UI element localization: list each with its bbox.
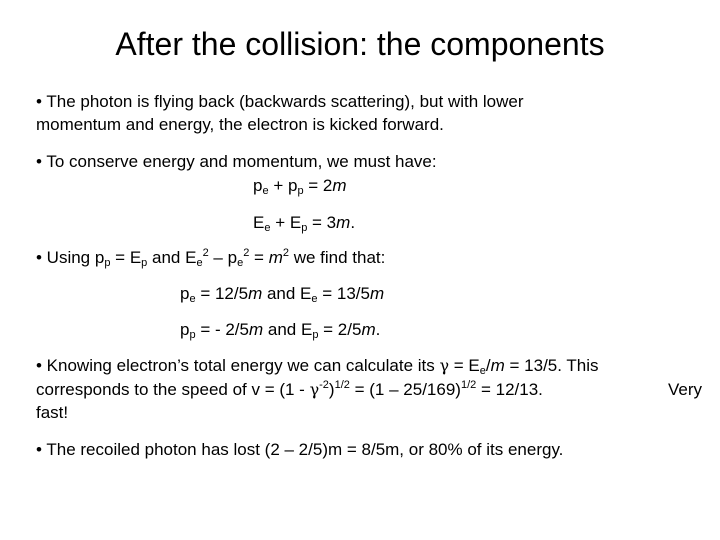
subscript: e xyxy=(479,365,486,377)
eq-subscript: p xyxy=(301,222,308,234)
eq-mass-symbol: m xyxy=(248,320,264,339)
eq-text: = - 2/5 xyxy=(195,320,249,339)
eq-text: p xyxy=(180,320,190,339)
equation-momentum-conservation xyxy=(253,174,347,197)
slide-title: After the collision: the components xyxy=(115,26,605,62)
superscript: 2 xyxy=(243,247,250,259)
text: = 13/5. This xyxy=(504,356,599,375)
bullet-5: • The recoiled photon has lost (2 – 2/5)m = 8/5m, or 80% of its energy. xyxy=(36,440,564,459)
subscript: p xyxy=(104,257,111,269)
superscript: 2 xyxy=(202,247,209,259)
text: = E xyxy=(110,248,142,267)
bullet-4-line-3: fast! xyxy=(36,403,69,422)
subscript: e xyxy=(196,257,203,269)
eq-text: and E xyxy=(262,284,312,303)
text: = (1 – 25/169) xyxy=(349,380,461,399)
bullet-2-lead: • To conserve energy and momentum, we must have: xyxy=(36,152,437,171)
text: we find that: xyxy=(288,248,386,267)
eq-text: + E xyxy=(270,213,302,232)
eq-text: and E xyxy=(263,320,313,339)
text: and E xyxy=(147,248,197,267)
bullet-4-line-2 xyxy=(36,378,708,401)
text: / xyxy=(485,356,491,375)
eq-subscript: e xyxy=(262,185,269,197)
superscript: 2 xyxy=(282,247,289,259)
subscript: e xyxy=(237,257,244,269)
eq-mass-symbol: m xyxy=(248,284,263,303)
eq-text: . xyxy=(375,320,381,339)
subscript: p xyxy=(141,257,148,269)
equation-electron-values xyxy=(180,282,384,305)
eq-text: p xyxy=(253,176,263,195)
eq-mass-symbol: m xyxy=(369,284,385,303)
eq-text: = 2/5 xyxy=(318,320,362,339)
eq-text: = 3 xyxy=(307,213,337,232)
eq-mass-symbol: m xyxy=(336,213,351,232)
eq-text: . xyxy=(350,213,356,232)
eq-subscript: e xyxy=(311,293,318,305)
gamma-symbol: γ xyxy=(439,356,450,375)
text: = xyxy=(249,248,269,267)
eq-subscript: e xyxy=(189,293,196,305)
eq-subscript: p xyxy=(297,185,304,197)
bullet-3-lead xyxy=(36,246,708,269)
text: = E xyxy=(449,356,480,375)
equation-photon-values xyxy=(180,318,380,341)
text: corresponds to the speed of v = (1 - xyxy=(36,380,310,399)
eq-mass-symbol: m xyxy=(332,176,347,195)
eq-mass-symbol: m xyxy=(361,320,376,339)
eq-subscript: p xyxy=(189,329,196,341)
superscript: 1/2 xyxy=(334,379,350,391)
eq-text: = 12/5 xyxy=(195,284,249,303)
text: – p xyxy=(208,248,238,267)
text: = 12/13. xyxy=(476,380,543,399)
eq-text: E xyxy=(253,213,265,232)
bullet-1-line-2: momentum and energy, the electron is kicked forward. xyxy=(36,115,444,134)
eq-text: = 13/5 xyxy=(317,284,370,303)
mass-symbol: m xyxy=(490,356,505,375)
text: • Using p xyxy=(36,248,105,267)
equation-energy-conservation xyxy=(253,211,355,234)
gamma-symbol: γ xyxy=(309,380,320,399)
superscript: -2 xyxy=(319,379,329,391)
superscript: 1/2 xyxy=(460,379,477,391)
text: ) xyxy=(328,380,335,399)
eq-text: p xyxy=(180,284,190,303)
eq-subscript: p xyxy=(312,329,319,341)
eq-text: + p xyxy=(268,176,298,195)
bullet-1-line-1: • The photon is flying back (backwards scattering), but with lower xyxy=(36,92,524,111)
eq-subscript: e xyxy=(264,222,271,234)
eq-text: = 2 xyxy=(303,176,333,195)
mass-symbol: m xyxy=(268,248,283,267)
text: • Knowing electron’s total energy we can calculate its xyxy=(36,356,440,375)
bullet-4-line-1 xyxy=(36,354,708,377)
bullet-4-very: Very xyxy=(667,380,702,399)
